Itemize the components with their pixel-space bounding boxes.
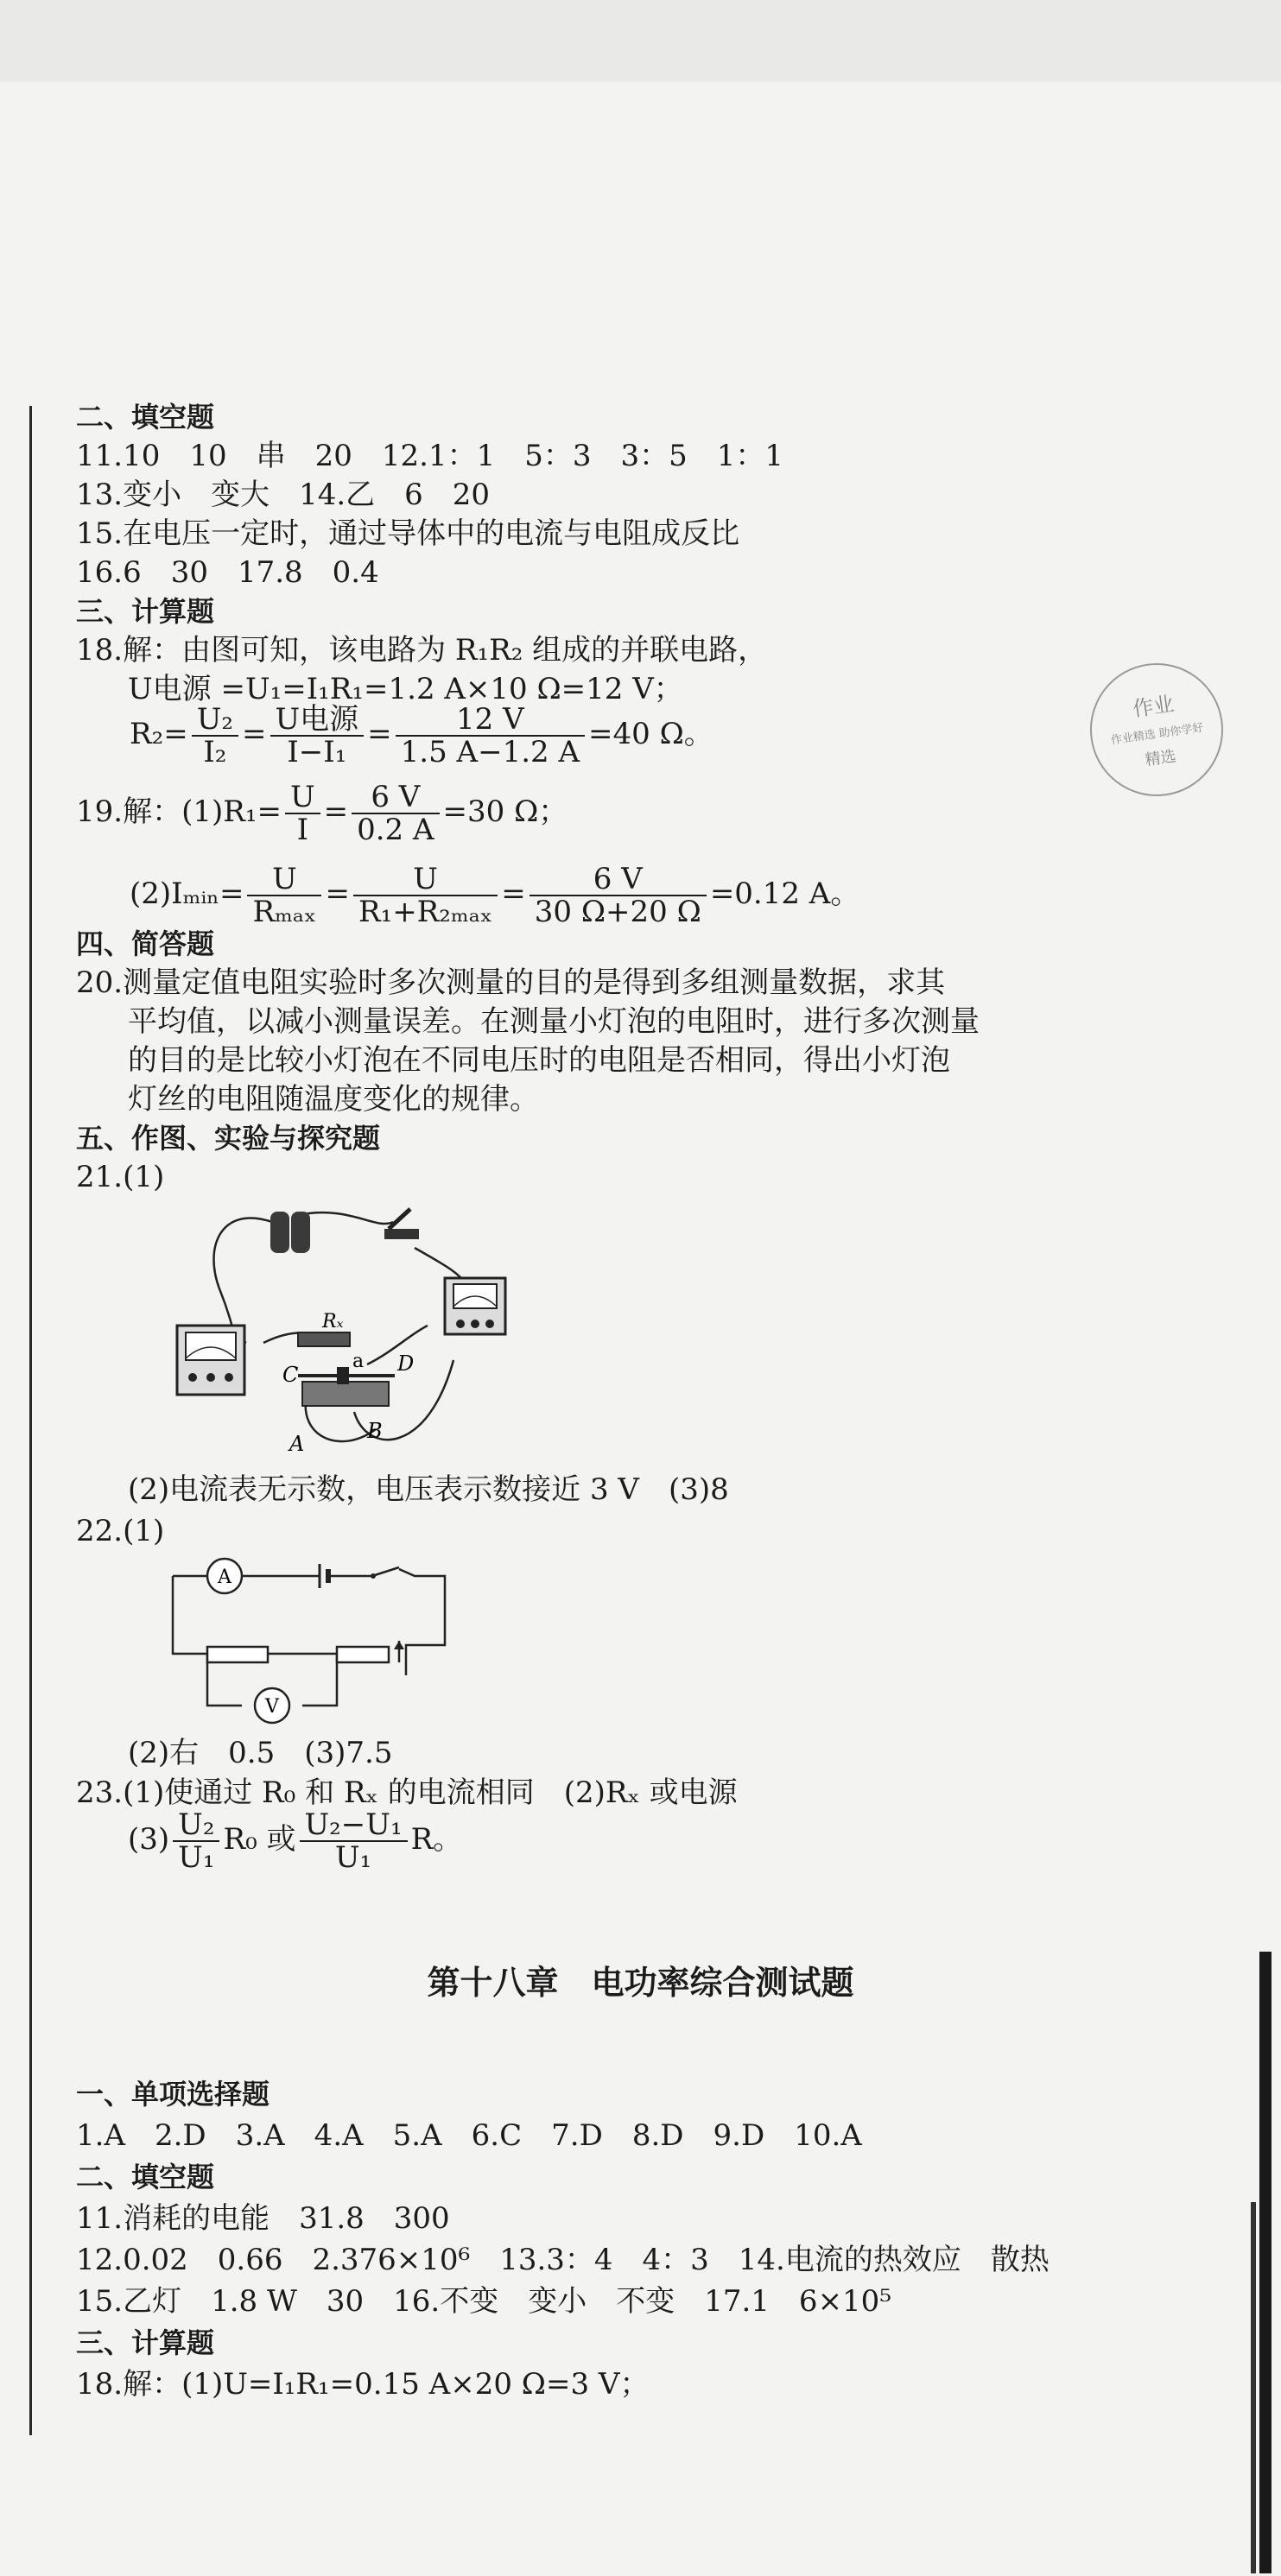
answer-line-23a: 23.(1)使通过 R₀ 和 Rₓ 的电流相同 (2)Rₓ 或电源 xyxy=(76,1775,738,1810)
circuit-photo-21 xyxy=(168,1196,540,1459)
eq-prefix: 19.解：(1)R₁= xyxy=(76,794,282,829)
section-heading-exp: 五、作图、实验与探究题 xyxy=(76,1122,381,1155)
scan-top-band xyxy=(0,0,1281,82)
rheostat-symbol-icon xyxy=(337,1647,389,1662)
eq-prefix: R₂= xyxy=(130,717,188,751)
switch-symbol-icon xyxy=(371,1567,399,1579)
answer-line-22b: (2)右 0.5 (3)7.5 xyxy=(128,1736,393,1770)
fraction: $\frac{\text{U电源}}{\text{I−I₁}}$ xyxy=(270,704,365,768)
page-edge-shadow xyxy=(1259,1952,1271,2573)
fraction: $\frac{U}{I}$ xyxy=(285,782,320,845)
svg-text:V: V xyxy=(265,1696,279,1718)
fraction: $\frac{6 V}{0.2 A}$ xyxy=(352,782,439,845)
answer-line-20d: 灯丝的电阻随温度变化的规律。 xyxy=(128,1082,539,1117)
fraction: $\frac{U}{\text{Rₘₐₓ}}$ xyxy=(247,864,321,927)
answer-line-13: 13.变小 变大 14.乙 6 20 xyxy=(76,478,491,512)
eq-middle: R₀ 或 xyxy=(223,1822,296,1857)
eq-result: =30 Ω； xyxy=(442,794,568,829)
fraction: $\frac{\text{U₂−U₁}}{\text{U₁}}$ xyxy=(300,1809,408,1873)
answer-line-15: 15.在电压一定时，通过导体中的电流与电阻成反比 xyxy=(76,516,740,551)
page-edge-shadow-inner xyxy=(1251,2202,1256,2573)
answer-line-15-2: 15.乙灯 1.8 W 30 16.不变 变小 不变 17.1 6×10⁵ xyxy=(76,2284,891,2319)
svg-text:A: A xyxy=(289,1432,305,1456)
answer-line-1-10: 1.A 2.D 3.A 4.A 5.A 6.C 7.D 8.D 9.D 10.A xyxy=(76,2118,862,2153)
rheostat-icon xyxy=(298,1367,395,1406)
equation-18c: R₂= $\frac{\text{U₂}}{\text{I₂}}$ = $\frac{\text{U电源}}{\text{I−I₁}}$ = $\frac{12 V}{1.5 A-1.2 A}$ =40 Ω。 xyxy=(130,702,713,769)
equation-23b xyxy=(128,1809,462,1873)
section-heading-calc: 三、计算题 xyxy=(76,595,215,628)
svg-text:Rₓ: Rₓ xyxy=(322,1311,344,1332)
answer-line-16: 16.6 30 17.8 0.4 xyxy=(76,555,379,590)
section-heading-fill: 二、填空题 xyxy=(76,401,215,434)
eq-result: R。 xyxy=(410,1822,463,1857)
cell-symbol-icon xyxy=(320,1564,328,1588)
section-heading-fill-2: 二、填空题 xyxy=(76,2161,215,2193)
section-heading-calc-2: 三、计算题 xyxy=(76,2326,215,2359)
answer-line-21b: (2)电流表无示数，电压表示数接近 3 V (3)8 xyxy=(128,1472,729,1507)
answer-line-11-2: 11.消耗的电能 31.8 300 xyxy=(76,2201,450,2236)
answer-line-20b: 平均值，以减小测量误差。在测量小灯泡的电阻时，进行多次测量 xyxy=(128,1004,980,1039)
eq-prefix: (3) xyxy=(128,1822,170,1857)
eq-result: =40 Ω。 xyxy=(588,717,713,751)
answer-line-18a: 18.解：由图可知，该电路为 R₁R₂ 组成的并联电路， xyxy=(76,633,768,668)
circuit-diagram-22 xyxy=(155,1550,466,1731)
answer-line-20a: 20.测量定值电阻实验时多次测量的目的是得到多组测量数据，求其 xyxy=(76,965,946,1000)
answer-line-11: 11.10 10 串 20 12.1：1 5：3 3：5 1：1 xyxy=(76,439,783,473)
answer-line-12-2: 12.0.02 0.66 2.376×10⁶ 13.3：4 4：3 14.电流的热效应 散热 xyxy=(76,2243,1050,2277)
chapter-title: 第十八章 电功率综合测试题 xyxy=(427,1964,854,2002)
resistor-rx-icon xyxy=(298,1332,350,1346)
ammeter-photo-icon xyxy=(177,1326,244,1395)
margin-rule xyxy=(29,406,32,2435)
resistor-symbol-icon xyxy=(207,1647,268,1662)
battery-pack-icon xyxy=(270,1212,310,1253)
voltmeter-photo-icon xyxy=(445,1278,505,1334)
fraction: $\frac{12 V}{1.5 A-1.2 A}$ xyxy=(396,704,585,768)
answer-line-18b: U电源 =U₁=I₁R₁=1.2 A×10 Ω=12 V； xyxy=(128,672,683,706)
answer-line-18-2: 18.解：(1)U=I₁R₁=0.15 A×20 Ω=3 V； xyxy=(76,2367,650,2402)
fraction: $\frac{\text{U₂}}{\text{I₂}}$ xyxy=(192,704,238,768)
answer-line-22: 22.(1) xyxy=(76,1514,165,1548)
svg-text:D: D xyxy=(397,1351,415,1376)
svg-text:B: B xyxy=(367,1419,383,1443)
svg-text:a: a xyxy=(352,1351,365,1372)
fraction: $\frac{U}{\text{R₁+R₂ₘₐₓ}}$ xyxy=(353,864,498,927)
svg-text:A: A xyxy=(218,1566,231,1588)
equation-19a: 19.解：(1)R₁= $\frac{U}{I}$ = $\frac{6 V}{0.2 A}$ =30 Ω； xyxy=(76,780,568,847)
section-heading-short: 四、简答题 xyxy=(76,927,215,960)
fraction: $\frac{6 V}{30 \Omega+20 \Omega}$ xyxy=(530,864,707,927)
svg-text:C: C xyxy=(282,1363,299,1387)
eq-result: =0.12 A。 xyxy=(709,877,860,911)
watermark-stamp: 作业 作业精选 助你学好 精选 xyxy=(1081,655,1232,805)
section-heading-single: 一、单项选择题 xyxy=(76,2078,270,2111)
answer-line-20c: 的目的是比较小灯泡在不同电压时的电阻是否相同，得出小灯泡 xyxy=(128,1043,950,1078)
fraction: $\frac{\text{U₂}}{\text{U₁}}$ xyxy=(173,1809,219,1873)
equation-19b: (2)Iₘᵢₙ= $\frac{U}{\text{Rₘₐₓ}}$ = $\frac{U}{\text{R₁+R₂ₘₐₓ}}$ = $\frac{6 V}{30 \Omega+20 \Omega}$ =0.12 A。 xyxy=(130,862,860,929)
eq-prefix: (2)Iₘᵢₙ= xyxy=(130,877,244,911)
answer-line-21: 21.(1) xyxy=(76,1160,165,1194)
